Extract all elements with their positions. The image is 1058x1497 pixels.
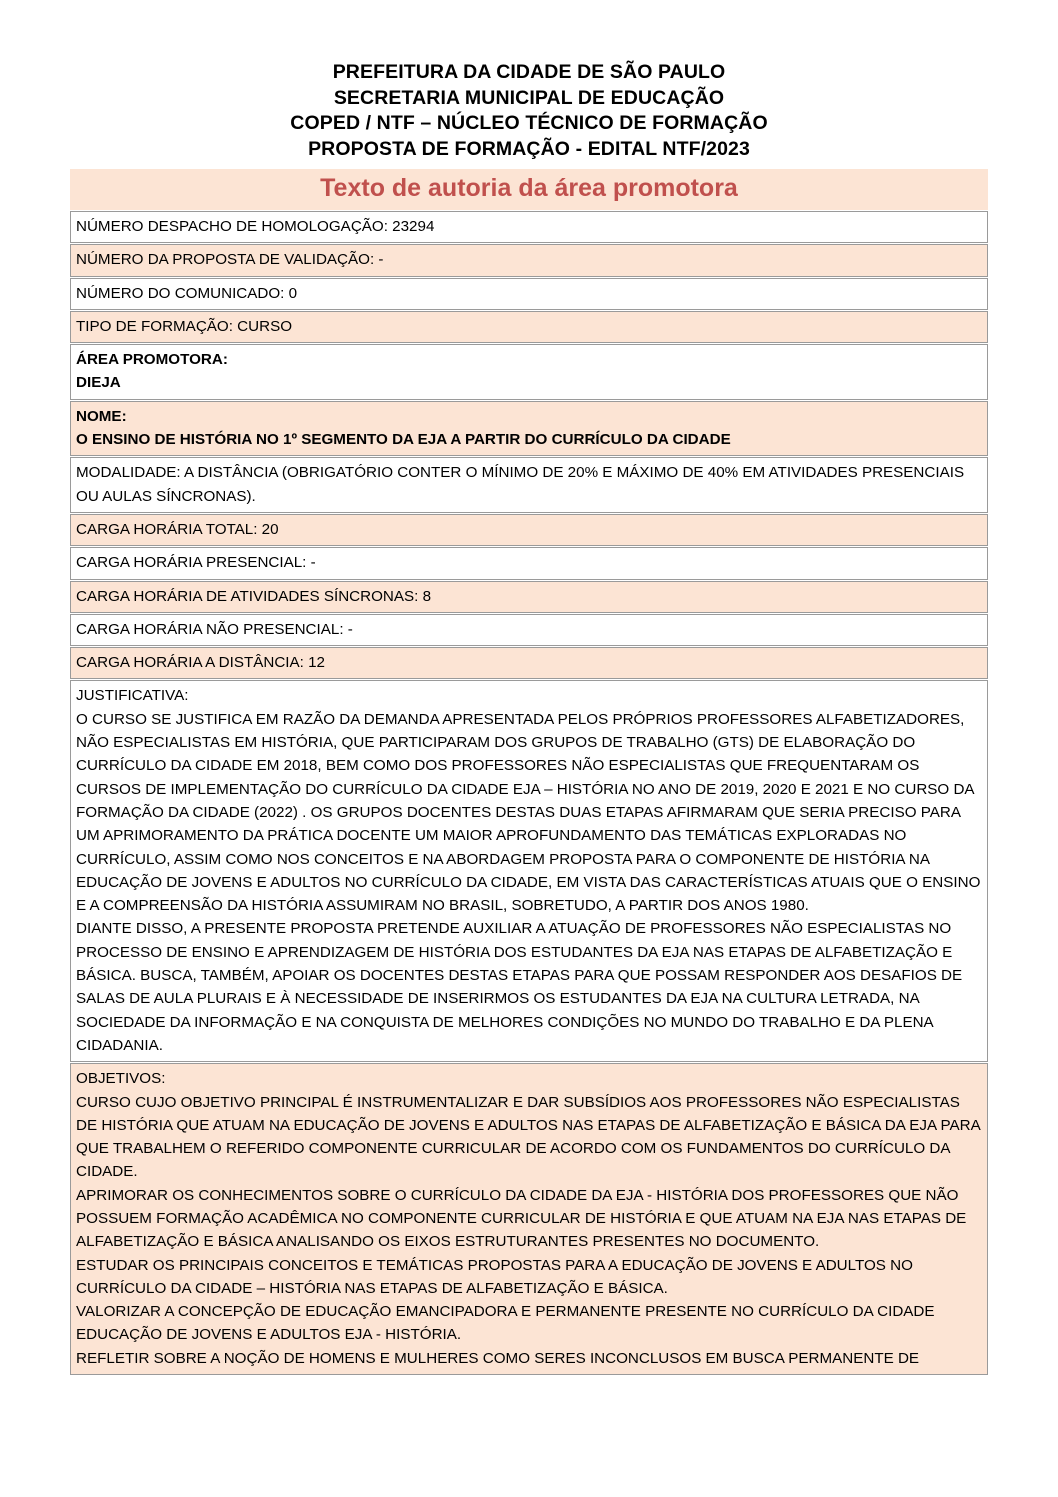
field-carga-horaria-total: CARGA HORÁRIA TOTAL: 20 (70, 514, 988, 546)
field-despacho-homologacao: NÚMERO DESPACHO DE HOMOLOGAÇÃO: 23294 (70, 211, 988, 243)
field-comunicado: NÚMERO DO COMUNICADO: 0 (70, 278, 988, 310)
table-row-carga-total (70, 514, 988, 546)
table-row-justificativa (70, 680, 988, 1062)
table-row-area-promotora (70, 344, 988, 400)
area-promotora-label: ÁREA PROMOTORA: (76, 351, 228, 369)
objetivos-paragraph-5: REFLETIR SOBRE A NOÇÃO DE HOMENS E MULHERES COMO SERES INCONCLUSOS EM BUSCA PERMANENTE DE (76, 1349, 920, 1367)
header-line-proposta-edital: PROPOSTA DE FORMAÇÃO - EDITAL NTF/2023 (308, 137, 750, 160)
header-line-secretaria: SECRETARIA MUNICIPAL DE EDUCAÇÃO (333, 86, 725, 109)
nome-value: O ENSINO DE HISTÓRIA NO 1º SEGMENTO DA EJA A PARTIR DO CURRÍCULO DA CIDADE (76, 431, 731, 449)
objetivos-paragraph-1: CURSO CUJO OBJETIVO PRINCIPAL É INSTRUMENTALIZAR E DAR SUBSÍDIOS AOS PROFESSORES NÃO ESPECIALISTAS DE HISTÓRIA QUE ATUAM NA EDUCAÇÃO DE JOVENS E ADULTOS NAS ETAPAS DE ALFABETIZAÇÃO E BÁSICA DA EJA PARA QUE TRABALHEM O REFERIDO COMPONENTE CURRICULAR DE ACORDO COM OS FUNDAMENTOS DO CURRÍCULO DA CIDADE. (76, 1093, 985, 1181)
nome-label: NOME: (76, 407, 127, 425)
table-row-carga-sincronas (70, 581, 988, 613)
objetivos-paragraph-2: APRIMORAR OS CONHECIMENTOS SOBRE O CURRÍCULO DA CIDADE DA EJA - HISTÓRIA DOS PROFESSORES QUE NÃO POSSUEM FORMAÇÃO ACADÊMICA NO COMPONENTE CURRICULAR DE HISTÓRIA E QUE ATUAM NA EJA NAS ETAPAS DE ALFABETIZAÇÃO E BÁSICA ANALISANDO OS EIXOS ESTRUTURANTES PRESENTES NO DOCUMENTO. (76, 1186, 970, 1251)
justificativa-paragraph-2: DIANTE DISSO, A PRESENTE PROPOSTA PRETENDE AUXILIAR A ATUAÇÃO DE PROFESSORES NÃO ESPECIALISTAS NO PROCESSO DE ENSINO E APRENDIZAGEM DE HISTÓRIA DOS ESTUDANTES DA EJA NAS ETAPAS DE ALFABETIZAÇÃO E BÁSICA. BUSCA, TAMBÉM, APOIAR OS DOCENTES DESTAS ETAPAS PARA QUE POSSAM RESPONDER AOS DESAFIOS DE SALAS DE AULA PLURAIS E À NECESSIDADE DE INSERIRMOS OS ESTUDANTES DA EJA NA CULTURA LETRADA, NA SOCIEDADE DA INFORMAÇÃO E NA CONQUISTA DE MELHORES CONDIÇÕES NO MUNDO DO TRABALHO E DA PLENA CIDADANIA. (76, 920, 967, 1054)
field-tipo-formacao: TIPO DE FORMAÇÃO: CURSO (70, 311, 988, 343)
table-row-carga-nao-presencial (70, 614, 988, 646)
document-header (0, 0, 1058, 162)
objetivos-paragraph-3: ESTUDAR OS PRINCIPAIS CONCEITOS E TEMÁTICAS PROPOSTAS PARA A EDUCAÇÃO DE JOVENS E ADULTOS NO CURRÍCULO DA CIDADE – HISTÓRIA NAS ETAPAS DE ALFABETIZAÇÃO E BÁSICA. (76, 1256, 918, 1297)
justificativa-label: JUSTIFICATIVA: (76, 687, 189, 705)
table-row-objetivos (70, 1063, 988, 1375)
authorship-banner-text: Texto de autoria da área promotora (320, 174, 738, 202)
field-proposta-validacao: NÚMERO DA PROPOSTA DE VALIDAÇÃO: - (70, 244, 988, 276)
authorship-banner (70, 169, 988, 210)
table-row-tipo-formacao (70, 311, 988, 343)
field-carga-horaria-presencial: CARGA HORÁRIA PRESENCIAL: - (70, 547, 988, 579)
objetivos-label: OBJETIVOS: (76, 1070, 166, 1088)
header-line-prefeitura: PREFEITURA DA CIDADE DE SÃO PAULO (332, 61, 726, 83)
table-row-comunicado (70, 278, 988, 310)
field-carga-horaria-nao-presencial: CARGA HORÁRIA NÃO PRESENCIAL: - (70, 614, 988, 646)
area-promotora-value: DIEJA (76, 374, 121, 392)
table-row-nome (70, 401, 988, 457)
field-carga-horaria-distancia: CARGA HORÁRIA A DISTÂNCIA: 12 (70, 647, 988, 679)
table-row-proposta-validacao (70, 244, 988, 276)
field-objetivos (70, 1063, 988, 1375)
table-row-modalidade (70, 457, 988, 513)
field-carga-horaria-sincronas: CARGA HORÁRIA DE ATIVIDADES SÍNCRONAS: 8 (70, 581, 988, 613)
justificativa-paragraph-1: O CURSO SE JUSTIFICA EM RAZÃO DA DEMANDA APRESENTADA PELOS PRÓPRIOS PROFESSORES ALFABETIZADORES, NÃO ESPECIALISTAS EM HISTÓRIA, QUE PARTICIPARAM DOS GRUPOS DE TRABALHO (GTS) DE ELABORAÇÃO DO CURRÍCULO DA CIDADE EM 2018, BEM COMO DOS PROFESSORES NÃO ESPECIALISTAS QUE FREQUENTARAM OS CURSOS DE IMPLEMENTAÇÃO DO CURRÍCULO DA CIDADE EJA – HISTÓRIA NO ANO DE 2019, 2020 E 2021 E NO CURSO DA FORMAÇÃO DA CIDADE (2022) . OS GRUPOS DOCENTES DESTAS DUAS ETAPAS AFIRMARAM QUE SERIA PRECISO PARA UM APRIMORAMENTO DA PRÁTICA DOCENTE UM MAIOR APROFUNDAMENTO DAS TEMÁTICAS EXPLORADAS NO CURRÍCULO, ASSIM COMO NOS CONCEITOS E NA ABORDAGEM PROPOSTA PARA O COMPONENTE DE HISTÓRIA NA EDUCAÇÃO DE JOVENS E ADULTOS NO CURRÍCULO DA CIDADE, EM VISTA DAS CARACTERÍSTICAS ATUAIS QUE O ENSINO E A COMPREENSÃO DA HISTÓRIA ASSUMIRAM NO BRASIL, SOBRETUDO, A PARTIR DOS ANOS 1980. (76, 710, 985, 915)
field-modalidade: MODALIDADE: A DISTÂNCIA (OBRIGATÓRIO CONTER O MÍNIMO DE 20% E MÁXIMO DE 40% EM ATIVIDADES PRESENCIAIS OU AULAS SÍNCRONAS). (70, 457, 988, 513)
field-nome (70, 401, 988, 457)
header-line-coped-ntf: COPED / NTF – NÚCLEO TÉCNICO DE FORMAÇÃO (290, 112, 768, 134)
proposal-form-table (70, 210, 988, 1376)
field-area-promotora (70, 344, 988, 400)
table-row-carga-presencial (70, 547, 988, 579)
table-row-carga-distancia (70, 647, 988, 679)
table-row-despacho-homologacao (70, 211, 988, 243)
objetivos-paragraph-4: VALORIZAR A CONCEPÇÃO DE EDUCAÇÃO EMANCIPADORA E PERMANENTE PRESENTE NO CURRÍCULO DA CIDADE EDUCAÇÃO DE JOVENS E ADULTOS EJA - HISTÓRIA. (76, 1303, 939, 1344)
field-justificativa (70, 680, 988, 1062)
